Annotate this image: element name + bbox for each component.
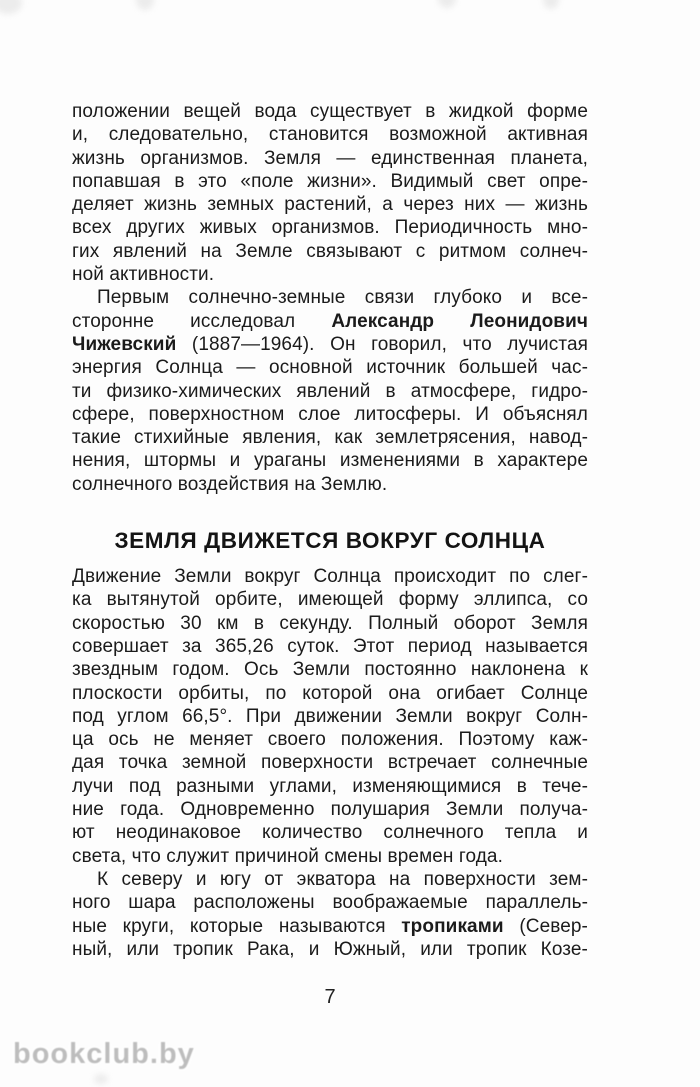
text-line: ти физико-химических явлений в атмосфере, гидро-: [72, 380, 588, 402]
text-line: нения, штормы и ураганы изменениями в характере: [72, 450, 588, 472]
text-line: гих явлений на Земле связывают с ритмом солнеч-: [72, 240, 588, 262]
section-heading: ЗЕМЛЯ ДВИЖЕТСЯ ВОКРУГ СОЛНЦА: [114, 528, 546, 554]
text-line: сфере, поверхностном слое литосферы. И объяснял: [72, 403, 588, 425]
text-line: ный, или тропик Рака, и Южный, или тропик Козе-: [72, 938, 588, 960]
scan-artifact: [438, 0, 456, 8]
paragraph: [72, 286, 588, 496]
text-line: плоскости орбиты, по которой она огибает Солнце: [72, 682, 588, 704]
paragraph: [72, 868, 588, 961]
watermark-bookclub: bookclub.by: [13, 1038, 195, 1070]
text-line: ного шара расположены воображаемые параллель-: [72, 892, 588, 914]
text-line: скоростью 30 км в секунду. Полный оборот Земля: [72, 612, 588, 634]
text-line: ной активности.: [72, 264, 215, 286]
text-line: солнечного воздействия на Землю.: [72, 473, 388, 495]
paragraph: [72, 100, 588, 286]
text-line: ные круги, которые называются тропиками (Север-: [72, 915, 588, 937]
text-line: деляет жизнь земных растений, а через них — жизнь: [72, 194, 588, 216]
scan-artifact: [543, 0, 559, 9]
text-line: лучи под разными углами, изменяющимися в тече-: [72, 775, 588, 797]
text-line: такие стихийные явления, как землетрясения, навод-: [72, 427, 588, 449]
text-line: жизнь организмов. Земля — единственная планета,: [72, 147, 588, 169]
text-line: дая точка земной поверхности встречает солнечные: [72, 752, 588, 774]
text-line: ние года. Одновременно полушария Земли получа-: [72, 799, 588, 821]
text-column: [72, 100, 588, 961]
text-line: положении вещей вода существует в жидкой форме: [72, 101, 588, 122]
text-line: Первым солнечно-земные связи глубоко и все-: [97, 287, 588, 309]
text-line: звездным годом. Ось Земли постоянно наклонена к: [72, 659, 588, 681]
text-line: и, следовательно, становится возможной активная: [72, 124, 588, 146]
text-line: совершает за 365,26 суток. Этот период называется: [72, 635, 588, 657]
paragraph: [72, 565, 588, 868]
scan-artifact: [136, 0, 154, 10]
text-line: света, что служит причиной смены времен года.: [72, 845, 503, 867]
text-line: ют неодинаковое количество солнечного тепла и: [72, 822, 588, 844]
scan-artifact: [94, 1074, 108, 1084]
text-line: попавшая в это «поле жизни». Видимый свет опре-: [72, 170, 588, 192]
text-line: всех других живых организмов. Периодичность мно-: [72, 217, 588, 239]
text-line: Движение Земли вокруг Солнца происходит по слег-: [72, 566, 588, 588]
text-line: ца ось не меняет своего положения. Поэтому каж-: [72, 729, 588, 751]
text-line: ка вытянутой орбите, имеющей форму эллипса, со: [72, 589, 588, 611]
text-line: К северу и югу от экватора на поверхности зем-: [97, 868, 588, 890]
text-line: сторонне исследовал Александр Леонидович: [72, 310, 588, 332]
text-line: Чижевский (1887—1964). Он говорил, что лучистая: [72, 333, 588, 355]
text-line: энергия Солнца — основной источник большей час-: [72, 357, 588, 379]
page-number: 7: [324, 986, 336, 1008]
text-line: под углом 66,5°. При движении Земли вокруг Солн-: [72, 705, 588, 727]
scan-artifact: [0, 0, 22, 14]
